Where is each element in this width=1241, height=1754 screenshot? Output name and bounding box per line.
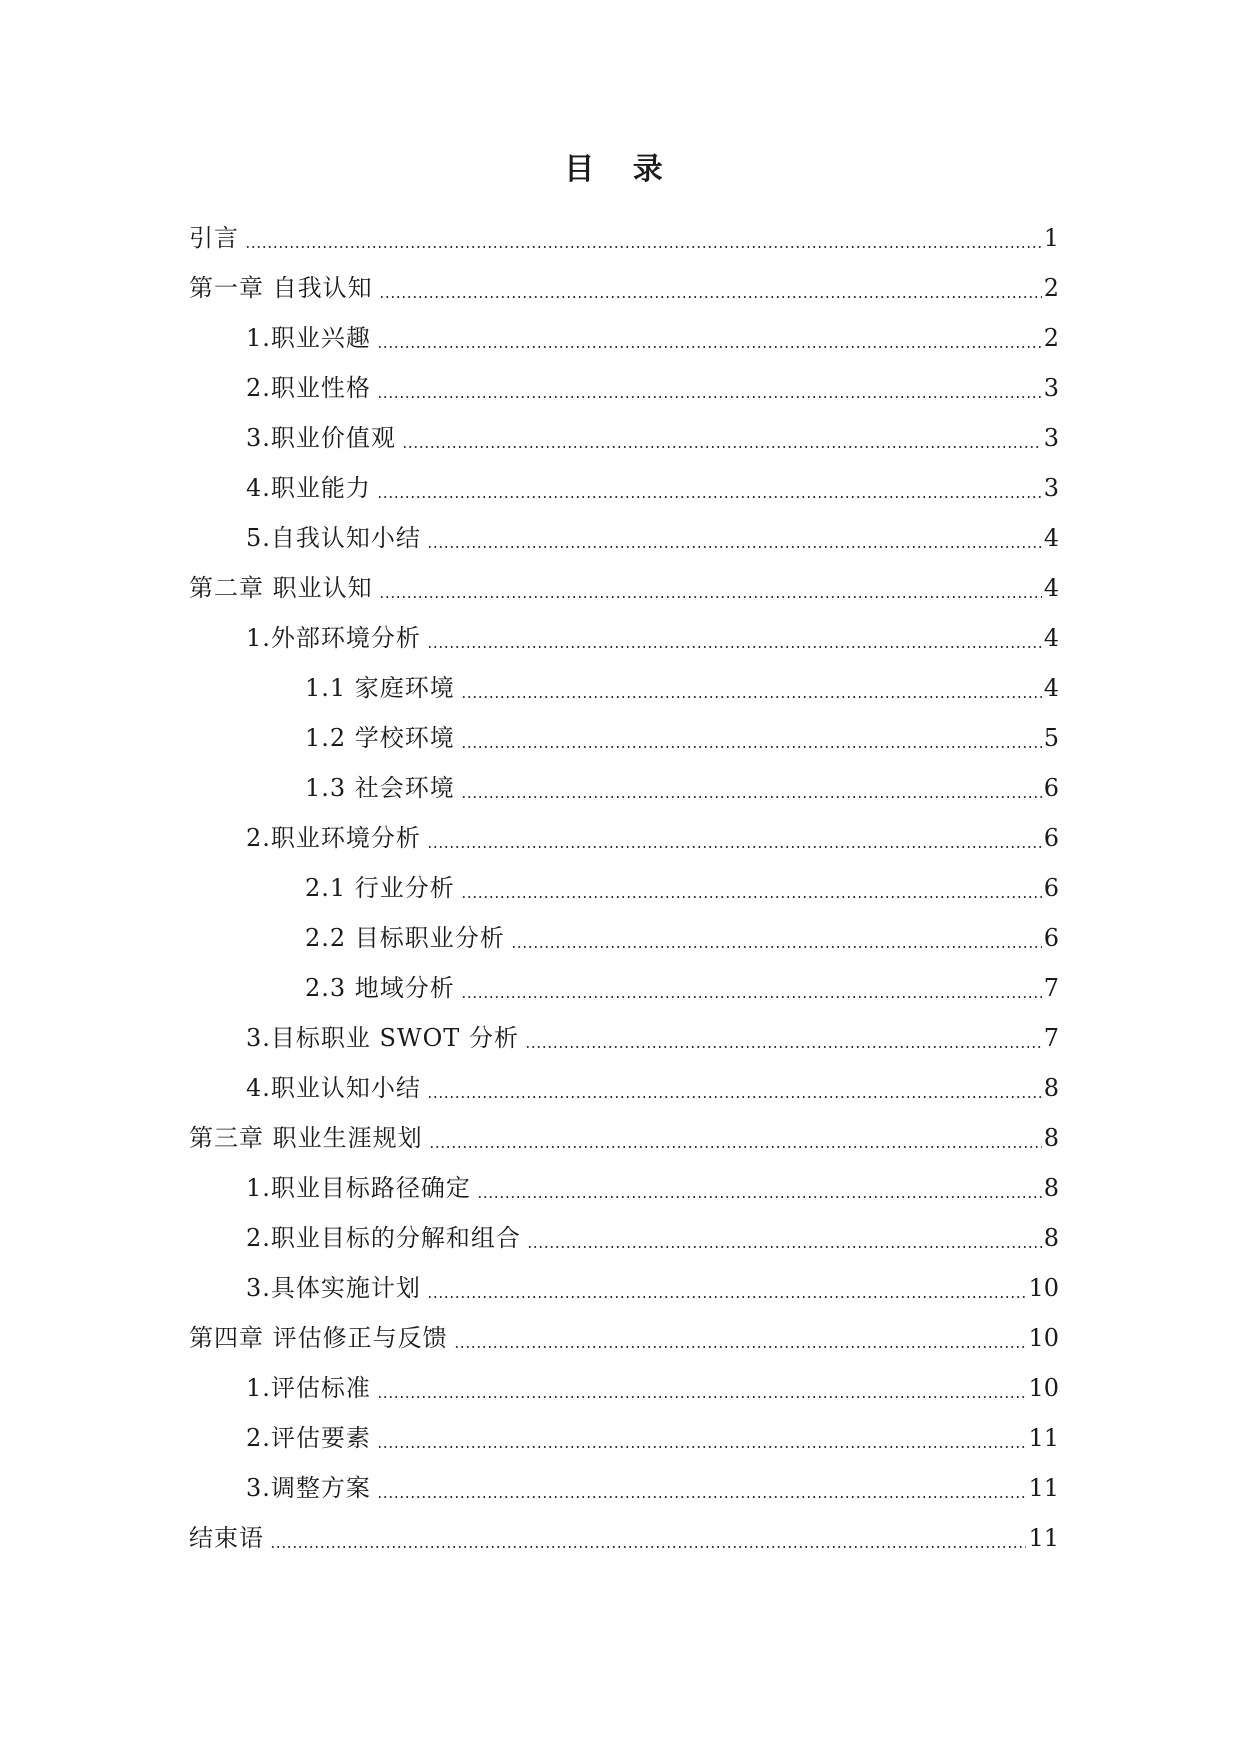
dot-leader	[377, 1396, 1027, 1398]
toc-entry-label: 2.职业环境分析	[246, 824, 421, 852]
toc-entry-page-number: 6	[1043, 874, 1059, 902]
toc-entry[interactable]	[189, 713, 1059, 763]
dot-leader	[402, 446, 1042, 448]
dot-leader	[527, 1246, 1042, 1248]
toc-entry-page-number: 1	[1043, 224, 1059, 252]
toc-entry-page-number: 2	[1043, 324, 1059, 352]
toc-entry-label: 引言	[189, 224, 239, 252]
toc-entry-page-number: 8	[1043, 1174, 1059, 1202]
toc-entry[interactable]	[189, 863, 1059, 913]
toc-entry[interactable]	[189, 1063, 1059, 1113]
dot-leader	[377, 1446, 1027, 1448]
toc-entry-label: 5.自我认知小结	[246, 524, 421, 552]
dot-leader	[377, 396, 1042, 398]
toc-entry[interactable]	[189, 763, 1059, 813]
toc-entry[interactable]	[189, 1113, 1059, 1163]
toc-entry-page-number: 4	[1043, 574, 1059, 602]
toc-entry[interactable]	[189, 363, 1059, 413]
toc-entry[interactable]	[189, 1413, 1059, 1463]
toc-entry-page-number: 11	[1028, 1474, 1059, 1502]
toc-entry-label: 第四章 评估修正与反馈	[189, 1324, 448, 1352]
toc-entry-page-number: 10	[1028, 1324, 1059, 1352]
dot-leader	[427, 646, 1042, 648]
dot-leader	[525, 1046, 1042, 1048]
dot-leader	[427, 546, 1042, 548]
toc-entry[interactable]	[189, 1363, 1059, 1413]
toc-entry[interactable]	[189, 563, 1059, 613]
toc-entry-label: 1.职业兴趣	[246, 324, 371, 352]
toc-entry[interactable]	[189, 463, 1059, 513]
toc-entry[interactable]	[189, 1463, 1059, 1513]
toc-entry-label: 3.目标职业 SWOT 分析	[246, 1024, 519, 1052]
dot-leader	[429, 1146, 1042, 1148]
toc-entry-label: 1.评估标准	[246, 1374, 371, 1402]
toc-entry-label: 2.1 行业分析	[305, 874, 455, 902]
toc-entry-label: 1.职业目标路径确定	[246, 1174, 471, 1202]
toc-entry-label: 2.职业性格	[246, 374, 371, 402]
toc-entry[interactable]	[189, 1313, 1059, 1363]
dot-leader	[461, 746, 1042, 748]
toc-entry[interactable]	[189, 413, 1059, 463]
toc-entry-label: 第三章 职业生涯规划	[189, 1124, 423, 1152]
toc-entry-label: 1.3 社会环境	[305, 774, 455, 802]
toc-entry-page-number: 11	[1028, 1424, 1059, 1452]
dot-leader	[377, 346, 1042, 348]
toc-entry-page-number: 3	[1043, 424, 1059, 452]
dot-leader	[270, 1546, 1026, 1548]
toc-entry-page-number: 4	[1043, 524, 1059, 552]
dot-leader	[427, 1096, 1042, 1098]
toc-entry[interactable]	[189, 913, 1059, 963]
toc-entry[interactable]	[189, 1163, 1059, 1213]
toc-entry-label: 第二章 职业认知	[189, 574, 373, 602]
toc-entry[interactable]	[189, 513, 1059, 563]
toc-entry-label: 结束语	[189, 1524, 264, 1552]
dot-leader	[461, 796, 1042, 798]
toc-entry-page-number: 6	[1043, 924, 1059, 952]
toc-entry-label: 4.职业认知小结	[246, 1074, 421, 1102]
toc-entry-page-number: 6	[1043, 774, 1059, 802]
toc-entry-label: 1.2 学校环境	[305, 724, 455, 752]
toc-entry-page-number: 2	[1043, 274, 1059, 302]
toc-entry-page-number: 5	[1043, 724, 1059, 752]
dot-leader	[461, 696, 1042, 698]
toc-entry-label: 第一章 自我认知	[189, 274, 373, 302]
toc-entry-page-number: 3	[1043, 374, 1059, 402]
toc-entry[interactable]	[189, 1513, 1059, 1563]
toc-entry-page-number: 8	[1043, 1074, 1059, 1102]
toc-entry[interactable]	[189, 963, 1059, 1013]
dot-leader	[477, 1196, 1042, 1198]
toc-entry[interactable]	[189, 263, 1059, 313]
dot-leader	[427, 1296, 1027, 1298]
toc-entry-label: 1.1 家庭环境	[305, 674, 455, 702]
toc-entry-page-number: 4	[1043, 624, 1059, 652]
toc-entry-label: 3.职业价值观	[246, 424, 396, 452]
toc-entry[interactable]	[189, 1263, 1059, 1313]
dot-leader	[245, 246, 1042, 248]
toc-title: 目 录	[564, 152, 677, 187]
toc-entry[interactable]	[189, 813, 1059, 863]
dot-leader	[427, 846, 1042, 848]
toc-entry-page-number: 10	[1028, 1274, 1059, 1302]
toc-entry-page-number: 3	[1043, 474, 1059, 502]
toc-entry-label: 4.职业能力	[246, 474, 371, 502]
dot-leader	[511, 946, 1042, 948]
toc-entry-page-number: 7	[1043, 974, 1059, 1002]
toc-entry-page-number: 7	[1043, 1024, 1059, 1052]
dot-leader	[379, 296, 1042, 298]
toc-entry[interactable]	[189, 613, 1059, 663]
toc-entry-page-number: 4	[1043, 674, 1059, 702]
toc-entry[interactable]	[189, 313, 1059, 363]
toc-entry-label: 2.评估要素	[246, 1424, 371, 1452]
toc-entry-label: 3.调整方案	[246, 1474, 371, 1502]
toc-entry-label: 1.外部环境分析	[246, 624, 421, 652]
toc-entry-page-number: 8	[1043, 1124, 1059, 1152]
dot-leader	[377, 1496, 1027, 1498]
toc-entry-page-number: 6	[1043, 824, 1059, 852]
toc-entry-page-number: 11	[1028, 1524, 1059, 1552]
dot-leader	[377, 496, 1042, 498]
toc-entry[interactable]	[189, 663, 1059, 713]
toc-entry-label: 2.职业目标的分解和组合	[246, 1224, 521, 1252]
toc-entry-label: 2.2 目标职业分析	[305, 924, 505, 952]
dot-leader	[454, 1346, 1027, 1348]
toc-entry-page-number: 10	[1028, 1374, 1059, 1402]
dot-leader	[461, 896, 1042, 898]
toc-entry-page-number: 8	[1043, 1224, 1059, 1252]
dot-leader	[379, 596, 1042, 598]
toc-entry[interactable]	[189, 1213, 1059, 1263]
toc-list	[189, 213, 1059, 1563]
toc-entry[interactable]	[189, 213, 1059, 263]
toc-entry[interactable]	[189, 1013, 1059, 1063]
toc-entry-label: 2.3 地域分析	[305, 974, 455, 1002]
toc-entry-label: 3.具体实施计划	[246, 1274, 421, 1302]
dot-leader	[461, 996, 1042, 998]
